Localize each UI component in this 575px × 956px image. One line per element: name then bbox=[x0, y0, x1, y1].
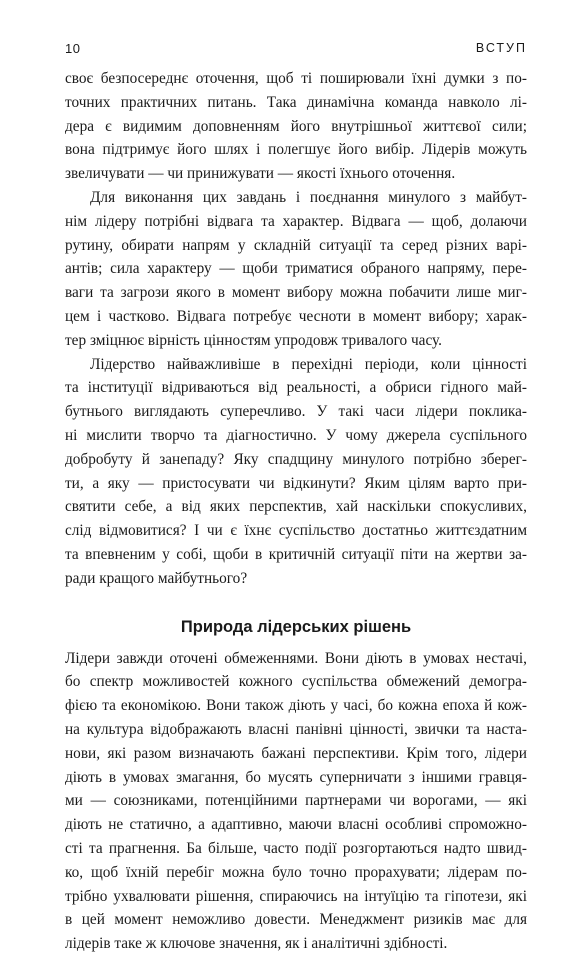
text-line: своє безпосереднє оточення, щоб ті поширювали їхні думки з по- bbox=[65, 70, 527, 87]
text-line: ні мислити творчо та діагностично. У чому джерела суспільного bbox=[65, 426, 527, 444]
text-line: діють в умовах змагання, бо мусять суперничати з іншими гравця- bbox=[65, 768, 527, 786]
text-line: лідерів таке ж ключове значення, як і аналітичні здібності. bbox=[65, 935, 448, 953]
text-line: слід відмовитися? І чи є їхнє суспільство достатньо життєздатним bbox=[65, 522, 527, 540]
text-line: тер зміцнює вірність цінностям упродовж тривалого часу. bbox=[65, 331, 442, 349]
text-line: трібно ухвалювати рішення, спираючись на інтуїцію та гіпотези, які bbox=[65, 887, 527, 905]
text-line: добробуту й занепаду? Яку спадщину минулого потрібно зберег- bbox=[65, 450, 527, 468]
text-line: ти, а яку — пристосувати чи відкинути? Яким цілям варто при- bbox=[65, 474, 527, 492]
page-header bbox=[65, 33, 527, 55]
text-line: в цей момент неможливо довести. Менеджмент ризиків має для bbox=[65, 911, 527, 929]
running-head: ВСТУП bbox=[475, 41, 527, 55]
text-line: діють не статично, а адаптивно, маючи власні особливі спроможно- bbox=[65, 816, 527, 834]
text-line: ко, щоб їхній перебіг можна було точно прорахувати; лідерам по- bbox=[65, 863, 527, 881]
text-line: на культура відображають власні панівні цінності, звички та наста- bbox=[65, 720, 527, 738]
section-heading: Природа лідерських рішень bbox=[180, 617, 412, 636]
text-line: нови, які разом визначають бажані перспективи. Крім того, лідери bbox=[65, 744, 527, 762]
text-line: бо спектр можливостей кожного суспільства обмежений демогра- bbox=[65, 673, 527, 691]
text-line: точних практичних питань. Така динамічна команда навколо лі- bbox=[65, 93, 527, 111]
text-line: дера є видимим доповненням його внутрішньої життєвої сили; bbox=[65, 117, 527, 135]
paragraph bbox=[65, 67, 527, 186]
text-line: Лідери завжди оточені обмеженнями. Вони діють в умовах нестачі, bbox=[65, 649, 527, 667]
page-body bbox=[65, 67, 527, 956]
text-line: та впевненим у собі, щоби в критичній ситуації піти на жертви за- bbox=[65, 545, 527, 563]
text-line: вона підтримує його шлях і полегшує його вибір. Лідерів можуть bbox=[65, 141, 527, 159]
text-line: звеличувати — чи принижувати — якості їхнього оточення. bbox=[65, 165, 456, 183]
paragraph bbox=[65, 353, 527, 591]
text-line: антів; сила характеру — щоби триматися обраного напряму, пере- bbox=[65, 260, 527, 278]
page-number: 10 bbox=[65, 41, 81, 56]
text-line: ваги та загрози якого в момент вибору можна побачити лише миг- bbox=[65, 284, 527, 302]
paragraph bbox=[65, 647, 527, 956]
text-line: фією та економікою. Вони також діють у часі, бо кожна епоха й кож- bbox=[65, 697, 527, 715]
text-line: ради кращого майбутнього? bbox=[65, 569, 248, 587]
text-line: святити себе, а від яких перспектив, хай наскільки спокусливих, bbox=[65, 498, 527, 516]
text-line: рутину, обирати напрям у складній ситуації та серед різних варі- bbox=[65, 236, 527, 254]
text-line: ми — союзниками, потенційними партнерами чи ворогами, — які bbox=[65, 792, 527, 810]
text-line: бутнього виглядають суперечливо. У такі часи лідери поклика- bbox=[65, 403, 527, 421]
text-line: цем і частково. Відвага потребує чесноти в момент вибору; харак- bbox=[65, 307, 527, 325]
text-line: Лідерство найважливіше в перехідні періоди, коли цінності bbox=[90, 355, 527, 373]
paragraph bbox=[65, 186, 527, 353]
text-line: нім лідеру потрібні відвага та характер. Відвага — щоб, долаючи bbox=[65, 212, 527, 230]
text-line: та інституції відриваються від реальності, а обриси гідного май- bbox=[65, 379, 527, 397]
text-line: Для виконання цих завдань і поєднання минулого з майбут- bbox=[90, 188, 527, 206]
text-line: сті та прагнення. Ба більше, часто події розгортаються надто швид- bbox=[65, 839, 527, 857]
